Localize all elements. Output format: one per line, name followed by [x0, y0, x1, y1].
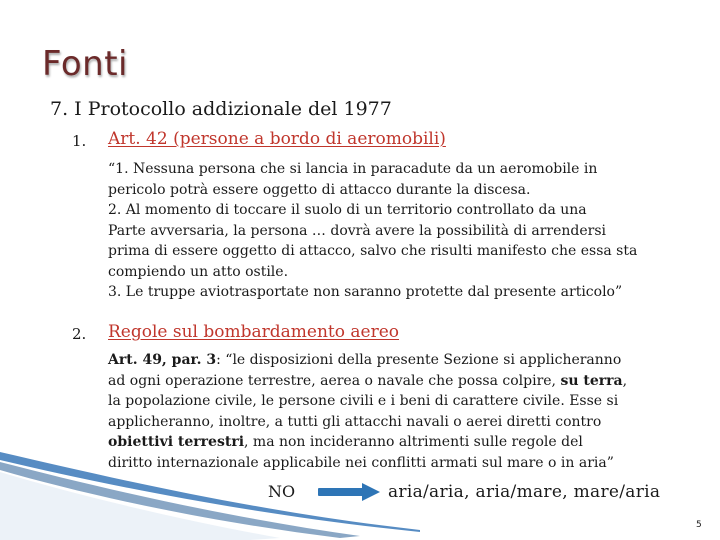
page-number: 5 [696, 520, 702, 530]
quote-line: Parte avversaria, la persona … dovrà avere la possibilità di arrendersi [108, 222, 606, 239]
quote-line: prima di essere oggetto di attacco, salvo che risulti manifesto che essa sta [108, 243, 638, 259]
item-2-quote [108, 350, 688, 473]
quote-line: la popolazione civile, le persone civili e i beni di carattere civile. Esse si [108, 393, 619, 409]
quote-line: 3. Le truppe aviotrasportate non saranno protette dal presente articolo” [108, 284, 623, 300]
quote-line: applicheranno, inoltre, a tutti gli attacchi navali o aerei diretti contro [108, 413, 602, 430]
emphasis-obiettivi-terrestri: obiettivi terrestri [108, 434, 245, 450]
quote-line: ad ogni operazione terrestre, aerea o navale che possa colpire, su terra, [108, 372, 628, 389]
quote-line: 2. Al momento di toccare il suolo di un territorio controllato da una [108, 202, 587, 218]
right-arrow-icon [318, 483, 380, 501]
quote-line: compiendo un atto ostile. [108, 263, 289, 280]
item-1-quote [108, 159, 688, 303]
item-2-title-link[interactable]: Regole sul bombardamento aereo [108, 322, 400, 342]
result-label: aria/aria, aria/mare, mare/aria [388, 482, 661, 502]
item-1-title-link[interactable]: Art. 42 (persone a bordo di aeromobili) [108, 129, 446, 149]
quote-line: pericolo potrà essere oggetto di attacco durante la discesa. [108, 181, 531, 198]
quote-line: Art. 49, par. 3: “le disposizioni della presente Sezione si applicheranno [108, 352, 622, 368]
quote-line: obiettivi terrestri, ma non incideranno altrimenti sulle regole del [108, 434, 583, 450]
article-ref: Art. 49, par. 3 [108, 352, 217, 368]
no-label: NO [268, 482, 296, 501]
slide-title: Fonti [42, 44, 128, 84]
item-1-number: 1. [72, 132, 87, 150]
quote-line: “1. Nessuna persona che si lancia in paracadute da un aeromobile in [108, 161, 598, 177]
section-heading: 7. I Protocollo addizionale del 1977 [50, 98, 392, 120]
item-2-number: 2. [72, 325, 87, 343]
emphasis-su-terra: su terra [560, 372, 623, 389]
quote-line: diritto internazionale applicabile nei conflitti armati sul mare o in aria” [108, 454, 614, 471]
